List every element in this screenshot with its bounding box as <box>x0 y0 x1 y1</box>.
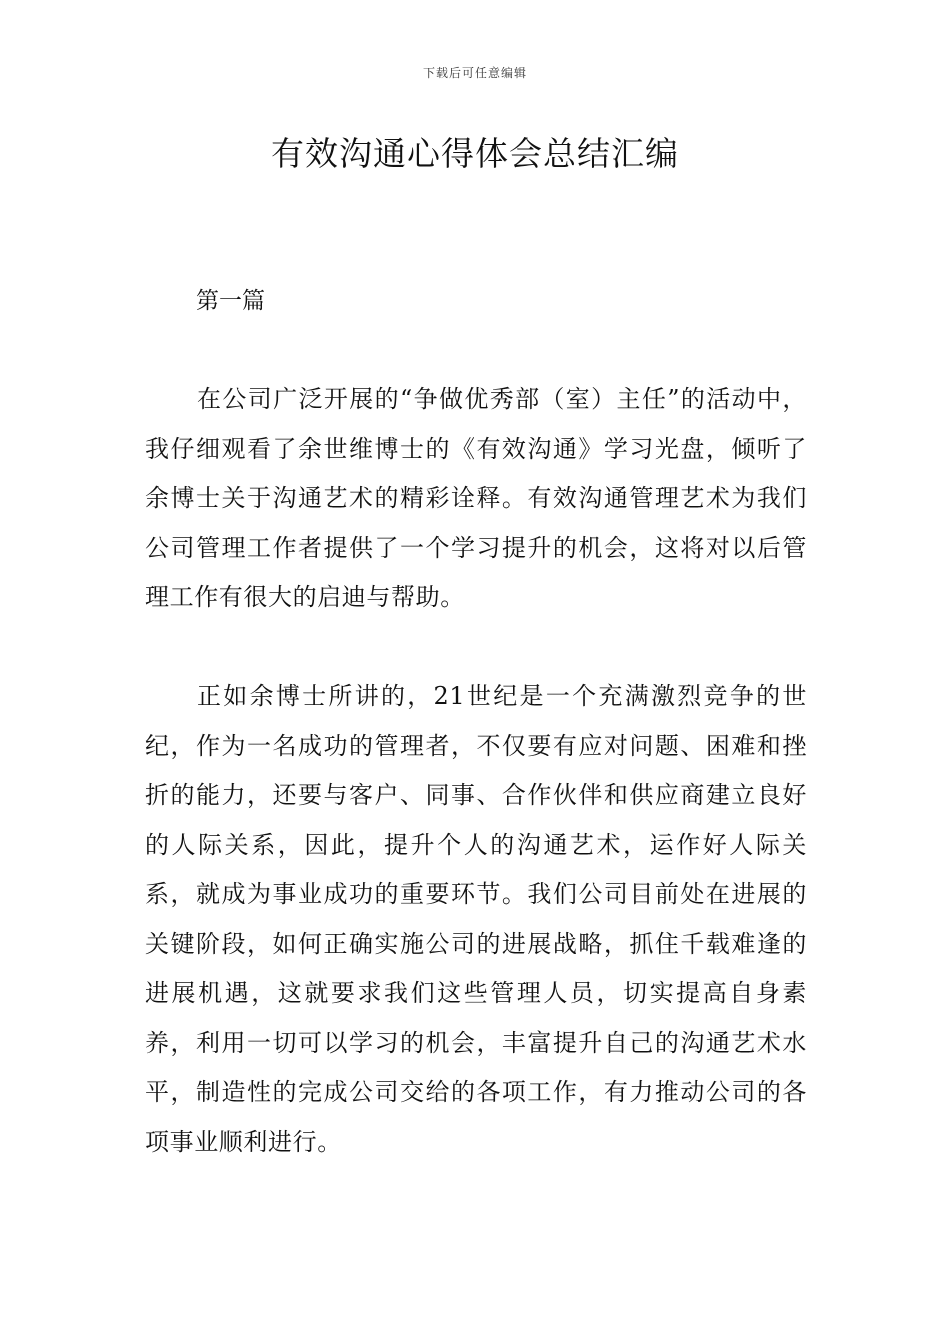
section-label: 第一篇 <box>196 288 265 314</box>
header-note: 下载后可任意编辑 <box>422 66 527 80</box>
document-title: 有效沟通心得体会总结汇编 <box>271 134 679 173</box>
paragraph-1: 在公司广泛开展的“争做优秀部（室）主任”的活动中，我仔细观看了余世维博士的《有效沟通》学习光盘，倾听了余博士关于沟通艺术的精彩诠释。有效沟通管理艺术为我们公司管理工作者提供了一个学习提升的机会，这将对以后管理工作有很大的启迪与帮助。 <box>145 385 807 611</box>
paragraph-2: 正如余博士所讲的，21世纪是一个充满激烈竞争的世纪，作为一名成功的管理者，不仅要有应对问题、困难和挫折的能力，还要与客户、同事、合作伙伴和供应商建立良好的人际关系，因此，提升个人的沟通艺术，运作好人际关系，就成为事业成功的重要环节。我们公司目前处在进展的关键阶段，如何正确实施公司的进展战略，抓住千载难逢的进展机遇，这就要求我们这些管理人员，切实提高自身素养，利用一切可以学习的机会，丰富提升自己的沟通艺术水平，制造性的完成公司交给的各项工作，有力推动公司的各项事业顺利进行。 <box>145 682 807 1156</box>
